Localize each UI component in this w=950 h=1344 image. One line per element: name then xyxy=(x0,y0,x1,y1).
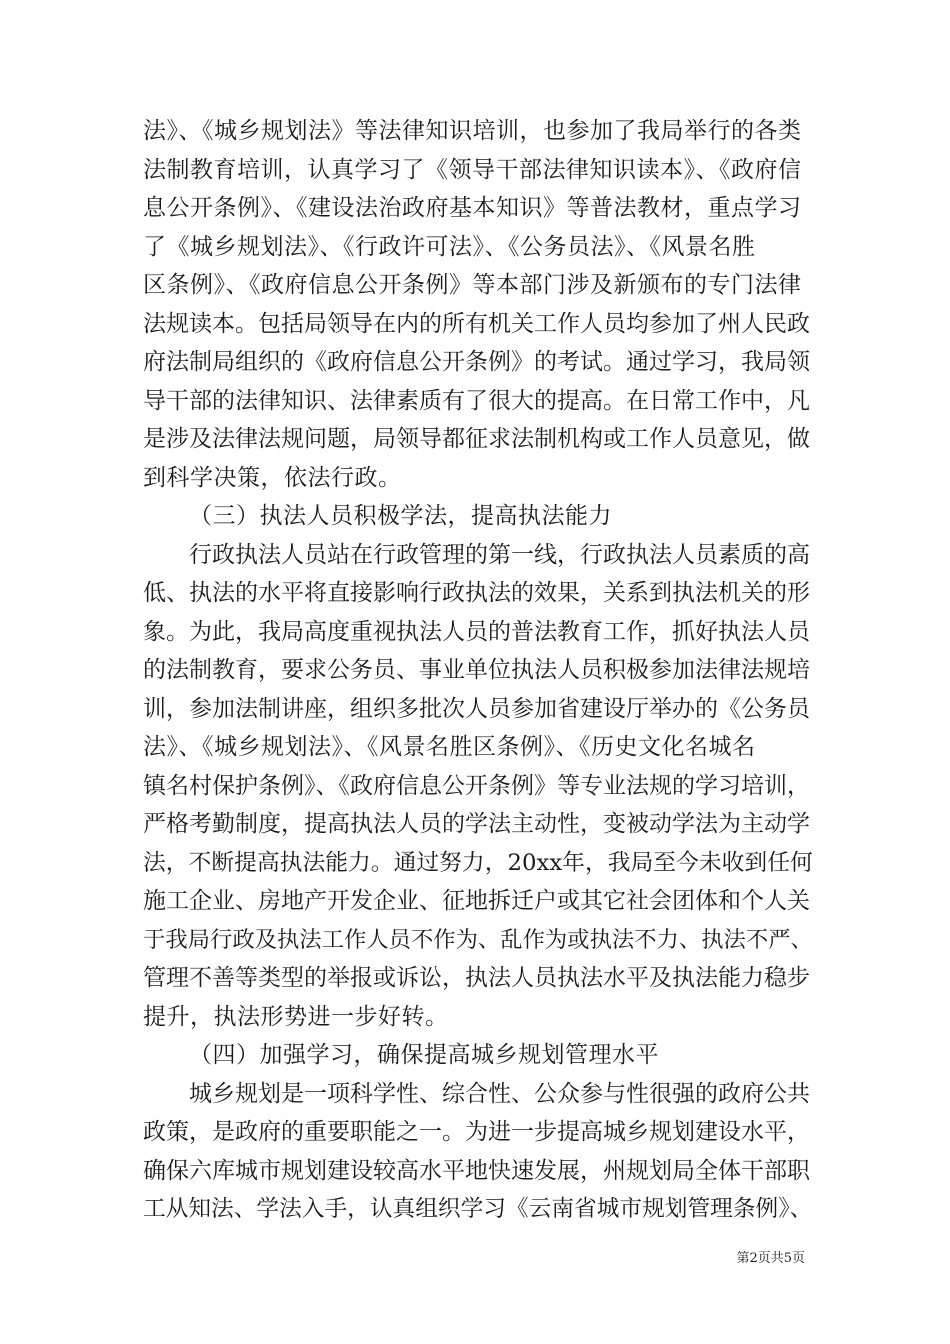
text-line: 确保六库城市规划建设较高水平地快速发展，州规划局全体干部职 xyxy=(143,1157,810,1184)
text-line: 的法制教育，要求公务员、事业单位执法人员积极参加法律法规培 xyxy=(143,657,810,683)
text-line: 镇名村保护条例》、《政府信息公开条例》等专业法规的学习培训， xyxy=(143,772,810,799)
text-line: 象。为此，我局高度重视执法人员的普法教育工作，抓好执法人员 xyxy=(143,618,810,645)
text-line: 训，参加法制讲座，组织多批次人员参加省建设厅举办的《公务员 xyxy=(143,695,810,722)
section-heading-4: （四）加强学习，确保提高城乡规划管理水平 xyxy=(189,1042,659,1068)
text-line: 法》、《城乡规划法》、《风景名胜区条例》、《历史文化名城名 xyxy=(143,734,756,760)
section-heading-3: （三）执法人员积极学法，提高执法能力 xyxy=(189,503,612,529)
text-line: 法制教育培训，认真学习了《领导干部法律知识读本》、《政府信 xyxy=(143,156,802,183)
text-line: 法，不断提高执法能力。通过努力，20xx年，我局至今未收到任何 xyxy=(143,849,813,876)
text-line: 导干部的法律知识、法律素质有了很大的提高。在日常工作中，凡 xyxy=(143,387,810,414)
text-line: 施工企业、房地产开发企业、征地拆迁户或其它社会团体和个人关 xyxy=(143,888,810,914)
text-line: 严格考勤制度，提高执法人员的学法主动性，变被动学法为主动学 xyxy=(143,811,810,837)
text-line: 是涉及法律法规问题，局领导都征求法制机构或工作人员意见，做 xyxy=(143,426,810,452)
text-line: 了《城乡规划法》、《行政许可法》、《公务员法》、《风景名胜 xyxy=(143,233,756,260)
text-line: 工从知法、学法入手，认真组织学习《云南省城市规划管理条例》、 xyxy=(143,1196,813,1222)
text-line: 于我局行政及执法工作人员不作为、乱作为或执法不力、执法不严、 xyxy=(143,926,813,953)
text-line: 政策，是政府的重要职能之一。为进一步提高城乡规划建设水平， xyxy=(143,1119,810,1145)
text-line: 行政执法人员站在行政管理的第一线，行政执法人员素质的高 xyxy=(189,541,810,568)
text-line: 府法制局组织的《政府信息公开条例》的考试。通过学习，我局领 xyxy=(143,349,810,375)
body-text xyxy=(143,112,813,1229)
text-line: 法规读本。包括局领导在内的所有机关工作人员均参加了州人民政 xyxy=(143,310,810,337)
text-line: 管理不善等类型的举报或诉讼，执法人员执法水平及执法能力稳步 xyxy=(143,965,810,991)
text-line: 区条例》、《政府信息公开条例》等本部门涉及新颁布的专门法律 xyxy=(143,272,802,298)
page-number: 第2页共5页 xyxy=(736,1251,805,1266)
text-line: 城乡规划是一项科学性、综合性、公众参与性很强的政府公共 xyxy=(189,1080,810,1107)
text-line: 息公开条例》、《建设法治政府基本知识》等普法教材，重点学习 xyxy=(143,195,802,221)
text-line: 低、执法的水平将直接影响行政执法的效果，关系到执法机关的形 xyxy=(143,580,810,606)
text-line: 到科学决策，依法行政。 xyxy=(143,464,402,491)
text-line: 提升，执法形势进一步好转。 xyxy=(143,1003,449,1030)
text-line: 法》、《城乡规划法》等法律知识培训，也参加了我局举行的各类 xyxy=(143,118,802,144)
